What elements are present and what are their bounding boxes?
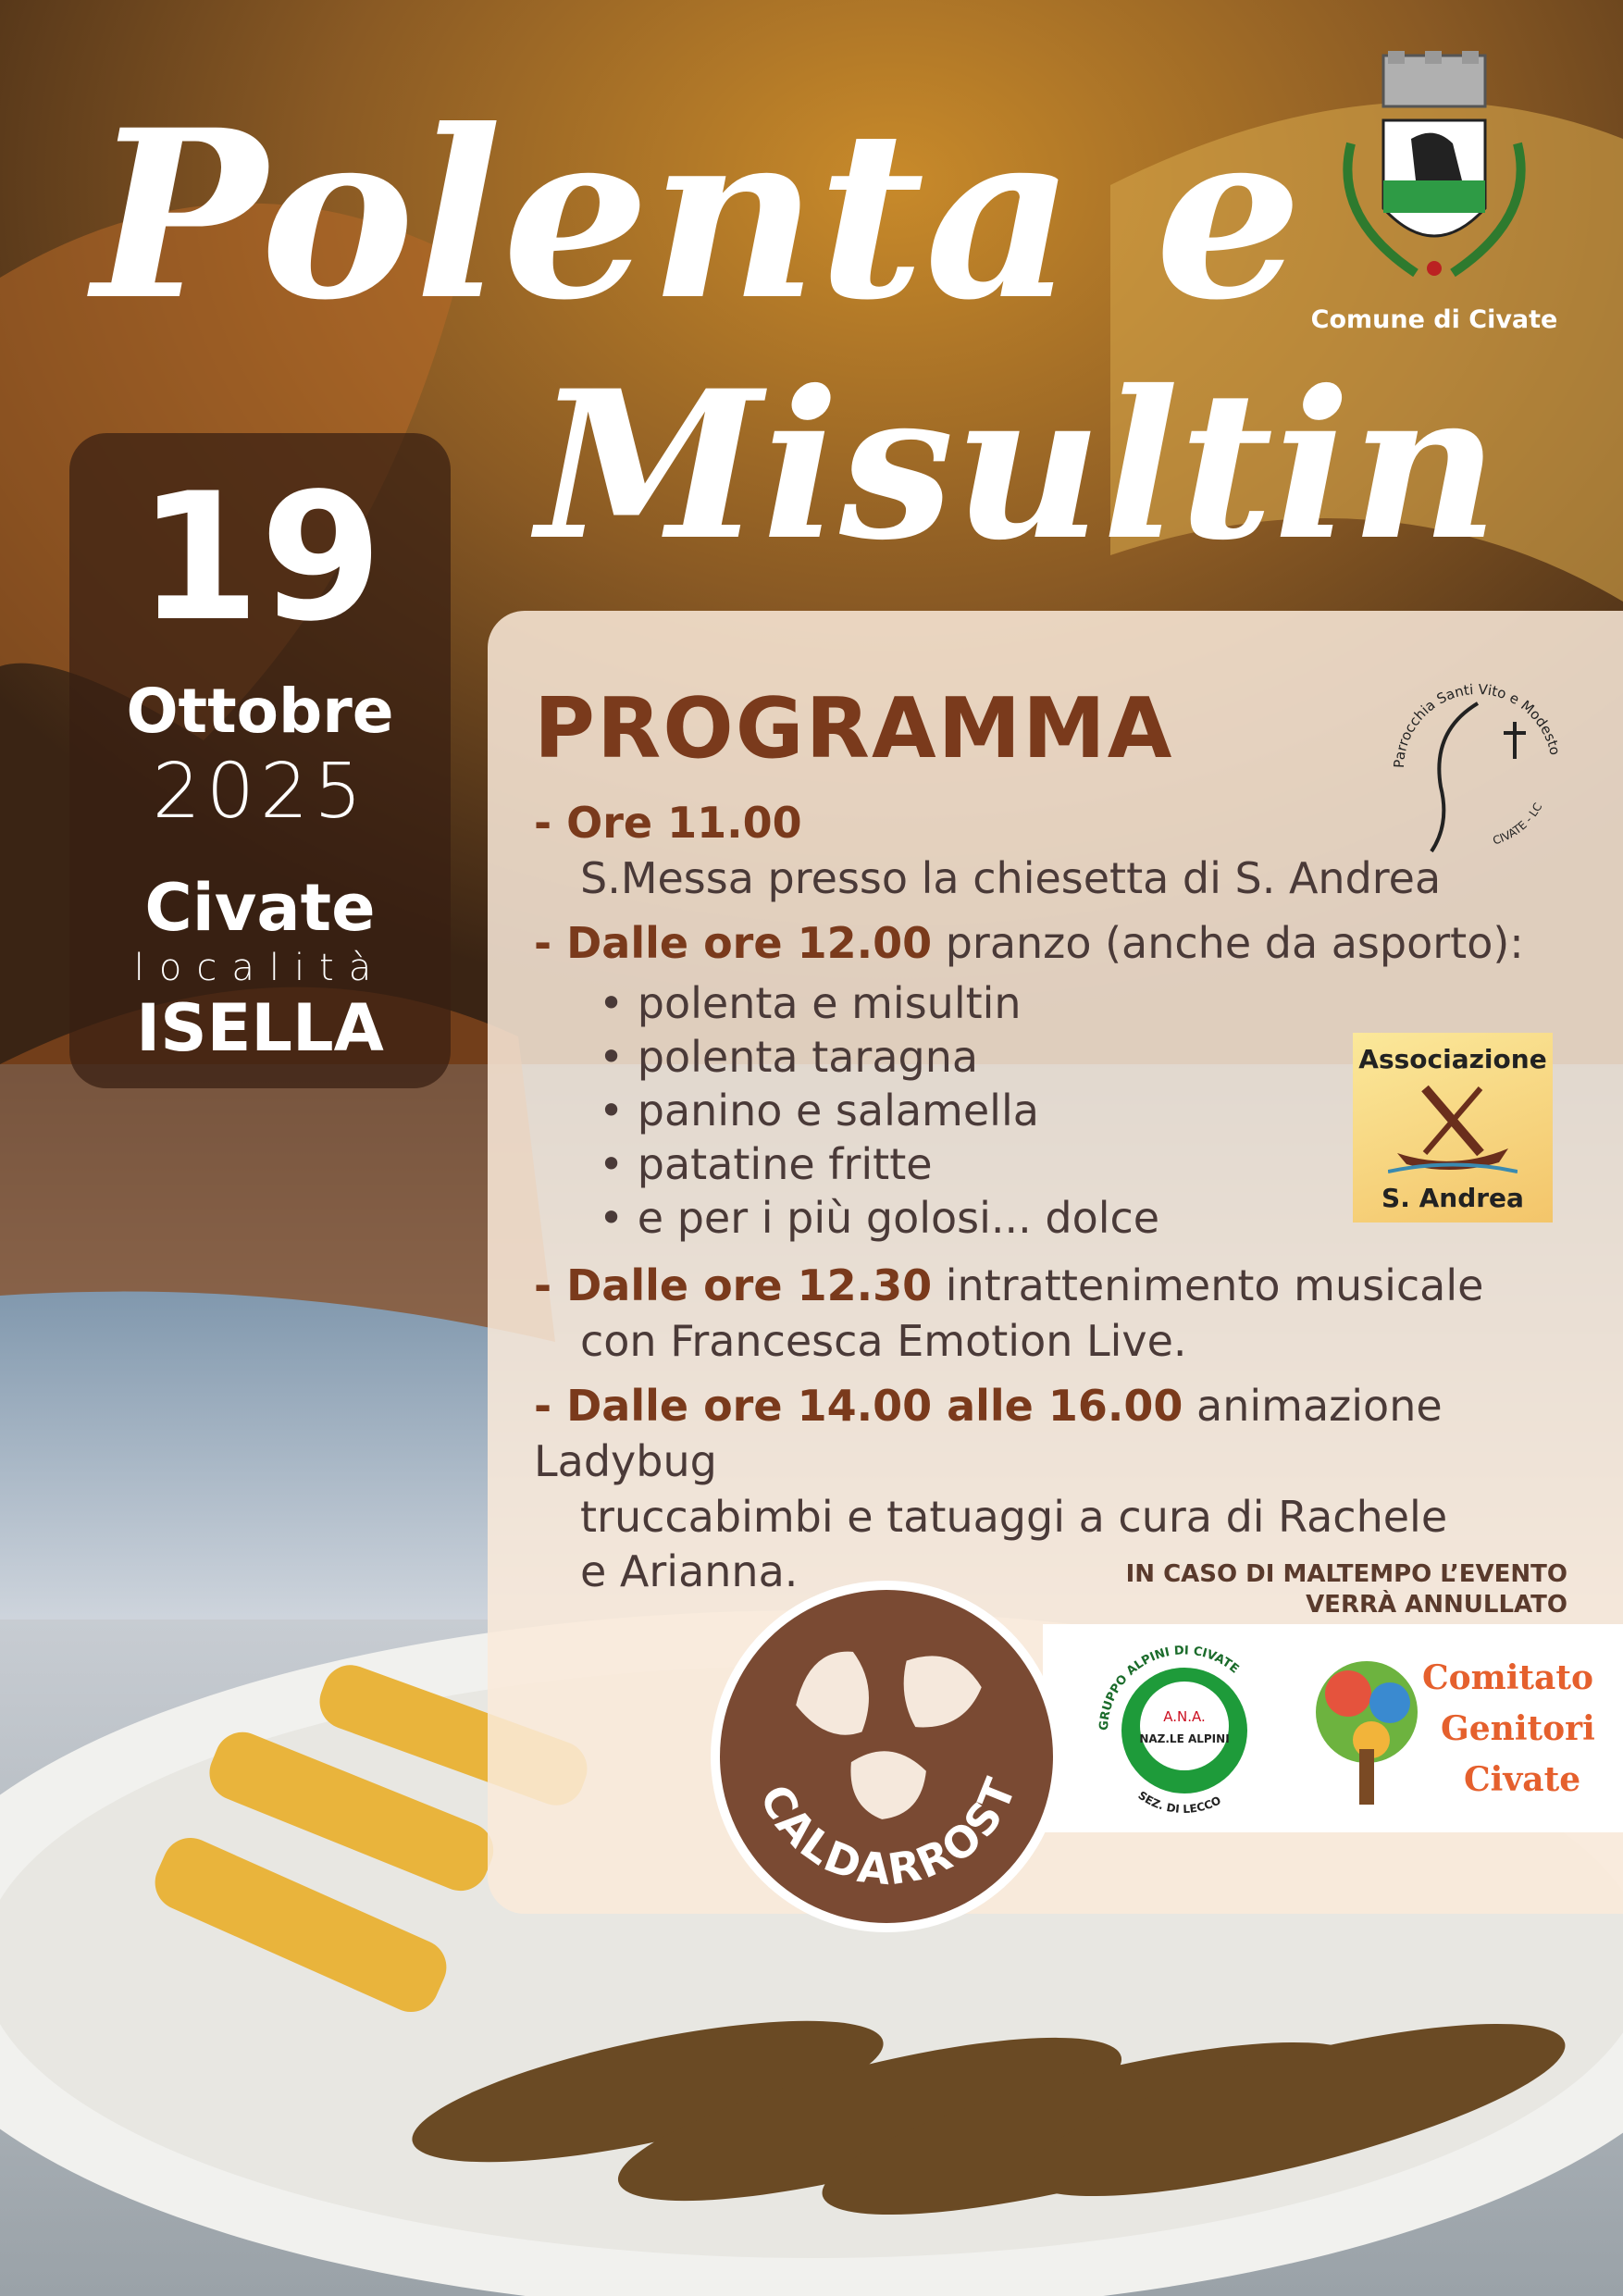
svg-text:Parrocchia Santi Vito e Modest [1391,681,1564,768]
date-town: Civate [144,870,376,946]
parish-logo-subtext: CIVATE - LC [1491,800,1545,848]
program-item-3-time: - Dalle ore 12.30 [534,1260,933,1310]
menu-item: • panino e salamella [599,1084,1159,1137]
alpini-center-1: A.N.A. [1163,1708,1206,1725]
program-item-2-time: - Dalle ore 12.00 [534,918,933,968]
genitori-line-1: Comitato [1422,1658,1594,1697]
genitori-line-3: Civate [1464,1760,1581,1799]
alpini-top-text: GRUPPO ALPINI DI CIVATE [1096,1644,1242,1731]
alpini-logo [1084,1633,1283,1823]
program-item-1-time: - Ore 11.00 [534,798,802,848]
menu-item: • patatine fritte [599,1137,1159,1191]
alpini-bottom-text: SEZ. DI LECCO [1135,1788,1223,1816]
menu-item: • e per i più golosi... dolce [599,1191,1159,1245]
caldarroste-label: CALDARROST [750,1769,1027,1895]
program-item-1-detail: S.Messa presso la chiesetta di S. Andrea [580,852,1442,903]
program-item-3: - Dalle ore 12.30 intrattenimento musicale con Francesca Emotion Live. [534,1259,1483,1370]
title-line-1: Polenta e [93,79,1303,351]
sponsor-logos [1043,1624,1623,1832]
svg-text:NAZ.LE ALPINI [1139,1732,1229,1745]
date-day: 19 [137,455,383,660]
weather-warning: IN CASO DI MALTEMPO L’EVENTO VERRÀ ANNULLATO [1125,1560,1567,1619]
date-month: Ottobre [126,676,394,747]
menu-list [599,976,1159,1245]
svg-text:A.N.A. [1163,1708,1206,1725]
alpini-center-2: NAZ.LE ALPINI [1139,1732,1230,1745]
associazione-place: S. Andrea [1381,1183,1524,1213]
svg-text:CIVATE - LC [1492,800,1545,847]
date-place: ISELLA [136,990,384,1066]
title-line-2: Misultin [537,345,1499,585]
date-year: 2025 [152,748,368,836]
comune-name: Comune di Civate [1310,305,1558,334]
associazione-logo [1353,1033,1553,1222]
menu-item: • polenta e misultin [599,976,1159,1030]
program-item-1 [534,796,1441,907]
date-box [69,433,451,1088]
caldarroste-badge [706,1576,1067,1937]
menu-item: • polenta taragna [599,1030,1159,1084]
program-item-4-detail-2: e Arianna. [580,1546,799,1597]
program-item-3-detail: con Francesca Emotion Live. [580,1315,1187,1366]
date-locality-label: località [133,947,387,989]
program-heading: PROGRAMMA [534,680,1174,777]
program-item-2: - Dalle ore 12.00 pranzo (anche da asporto): [534,918,1524,968]
program-item-4-detail: truccabimbi e tatuaggi a cura di Rachele [580,1491,1448,1542]
program-item-4: - Dalle ore 14.00 alle 16.00 animazione Ladybug truccabimbi e tatuaggi a cura di Rachele e Arianna. [534,1379,1623,1600]
genitori-line-2: Genitori [1441,1709,1595,1748]
parish-logo-text: Parrocchia Santi Vito e Modesto [1390,680,1564,769]
program-item-4-time: - Dalle ore 14.00 alle 16.00 [534,1381,1183,1431]
comune-crest-logo [1332,51,1536,292]
comitato-genitori-logo [1302,1638,1617,1823]
associazione-name: Associazione [1358,1044,1547,1074]
